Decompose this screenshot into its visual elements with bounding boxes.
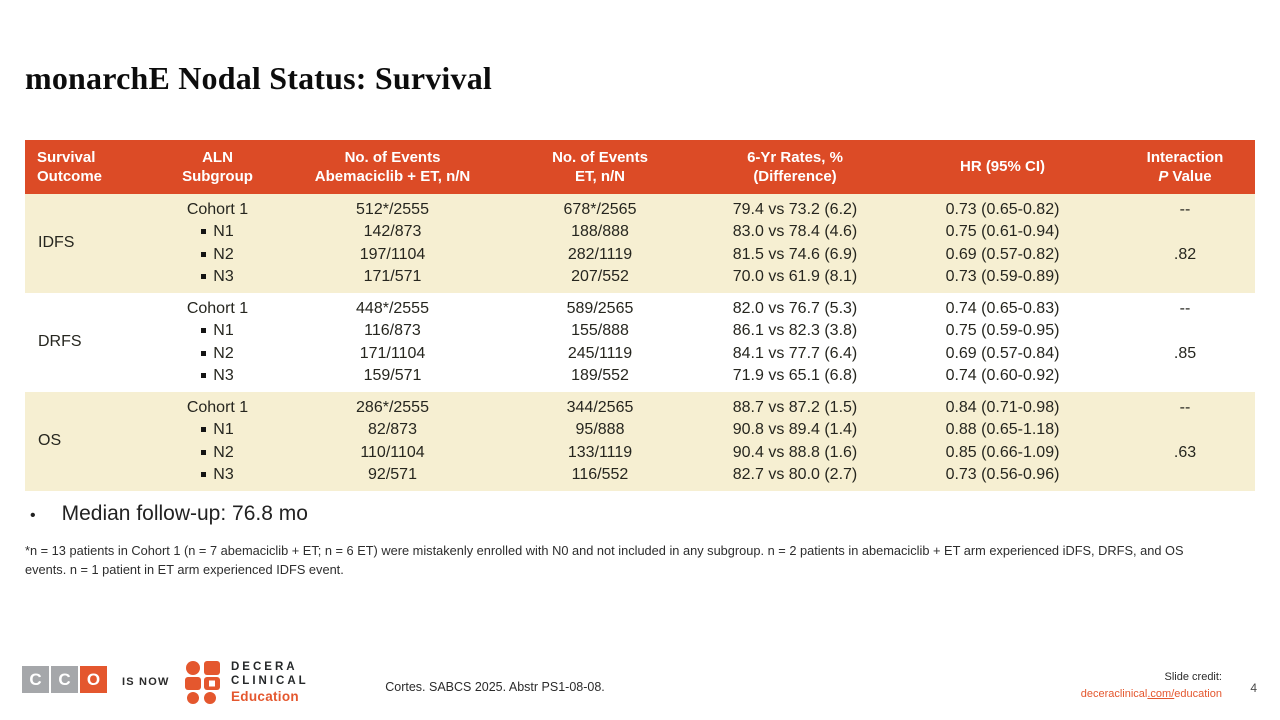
subgroup-item: N1 (150, 320, 285, 343)
table-row-os (25, 392, 1255, 491)
survival-table (25, 140, 1255, 491)
outcome-cell (25, 293, 150, 392)
hr-cell: 0.73 (0.65-0.82) 0.75 (0.61-0.94) 0.69 (0.57-0.82) 0.73 (0.59-0.89) (945, 200, 1060, 285)
header-6yr-rates: 6-Yr Rates, % (Difference) (747, 148, 843, 185)
outcome-label: IDFS (38, 234, 75, 252)
square-bullet-icon (201, 274, 206, 279)
subgroup-item: N3 (150, 464, 285, 487)
hr-cell: 0.74 (0.65-0.83) 0.75 (0.59-0.95) 0.69 (0.57-0.84) 0.74 (0.60-0.92) (945, 299, 1060, 384)
interaction-cell: -- .82 (1115, 194, 1255, 293)
cco-letter-c1: C (22, 666, 49, 693)
events-et-cell: 344/2565 95/888 133/1119 116/552 (566, 398, 634, 483)
median-followup-text: Median follow-up: 76.8 mo (61, 502, 308, 525)
square-bullet-icon (201, 252, 206, 257)
subgroup-cell (150, 392, 285, 491)
subgroup-item: N2 (150, 244, 285, 267)
rates-cell: 82.0 vs 76.7 (5.3) 86.1 vs 82.3 (3.8) 84.1 vs 77.7 (6.4) 71.9 vs 65.1 (6.8) (732, 299, 858, 384)
slide-credit-link[interactable]: deceraclinical.com/education (1080, 687, 1222, 700)
square-bullet-icon (201, 472, 206, 477)
interaction-p-value: .82 (1173, 245, 1197, 263)
subgroup-cell (150, 194, 285, 293)
header-aln-subgroup: ALN Subgroup (182, 148, 253, 185)
decera-name-line2: CLINICAL (231, 675, 309, 688)
slide-credit (1081, 669, 1222, 702)
median-followup-note (30, 502, 308, 526)
table-row-idfs (25, 194, 1255, 293)
decera-logo (185, 660, 309, 706)
footnote: *n = 13 patients in Cohort 1 (n = 7 abemaciclib + ET; n = 6 ET) were mistakenly enrolled with N0 and not included in any subgroup. n = 2 patients in abemaciclib + ET arm experienced iDFS, DRFS, and OS events. n = 1 patient in ET arm experienced IDFS event. (25, 543, 1184, 578)
table-header-row (25, 140, 1255, 194)
decera-education-label: Education (231, 688, 299, 704)
outcome-label: OS (38, 432, 62, 450)
decera-logo-icon (185, 661, 222, 704)
interaction-p-value: .63 (1173, 443, 1197, 461)
decera-name-line1: DECERA (231, 661, 298, 673)
outcome-cell (25, 194, 150, 293)
hr-cell: 0.84 (0.71-0.98) 0.88 (0.65-1.18) 0.85 (0.66-1.09) 0.73 (0.56-0.96) (945, 398, 1060, 483)
events-abemaciclib-cell: 448*/2555 116/873 171/1104 159/571 (356, 299, 429, 384)
cco-letter-o: O (80, 666, 107, 693)
square-bullet-icon (201, 373, 206, 378)
subgroup-item: N2 (150, 442, 285, 465)
subgroup-item: N2 (150, 343, 285, 366)
interaction-cell: -- .85 (1115, 293, 1255, 392)
rates-cell: 79.4 vs 73.2 (6.2) 83.0 vs 78.4 (4.6) 81.5 vs 74.6 (6.9) 70.0 vs 61.9 (8.1) (732, 200, 858, 285)
square-bullet-icon (201, 351, 206, 356)
square-bullet-icon (201, 427, 206, 432)
subgroup-label: Cohort 1 (186, 200, 249, 218)
subgroup-item: N1 (150, 419, 285, 442)
header-events-et: No. of Events ET, n/N (552, 148, 648, 185)
rates-cell: 88.7 vs 87.2 (1.5) 90.8 vs 89.4 (1.4) 90.4 vs 88.8 (1.6) 82.7 vs 80.0 (2.7) (732, 398, 858, 483)
cco-letter-c2: C (51, 666, 78, 693)
square-bullet-icon (201, 229, 206, 234)
events-abemaciclib-cell: 286*/2555 82/873 110/1104 92/571 (356, 398, 429, 483)
subgroup-item: N1 (150, 221, 285, 244)
subgroup-cell (150, 293, 285, 392)
subgroup-label: Cohort 1 (186, 299, 249, 317)
cco-logo (22, 666, 107, 693)
slide-credit-label: Slide credit: (1164, 671, 1222, 683)
outcome-label: DRFS (38, 333, 82, 351)
subgroup-label: Cohort 1 (186, 398, 249, 416)
page-title: monarchE Nodal Status: Survival (25, 60, 493, 96)
header-hr: HR (95% CI) (959, 158, 1045, 176)
subgroup-item: N3 (150, 266, 285, 289)
interaction-p-value: .85 (1173, 344, 1197, 362)
header-interaction-p: Interaction P Value (1146, 148, 1224, 185)
interaction-cell: -- .63 (1115, 392, 1255, 491)
events-et-cell: 678*/2565 188/888 282/1119 207/552 (563, 200, 637, 285)
square-bullet-icon (201, 328, 206, 333)
square-bullet-icon (201, 450, 206, 455)
header-events-abemaciclib: No. of Events Abemaciclib + ET, n/N (314, 148, 471, 185)
events-et-cell: 589/2565 155/888 245/1119 189/552 (566, 299, 634, 384)
header-survival-outcome: Survival Outcome (37, 148, 103, 185)
events-abemaciclib-cell: 512*/2555 142/873 197/1104 171/571 (356, 200, 429, 285)
table-row-drfs (25, 293, 1255, 392)
citation: Cortes. SABCS 2025. Abstr PS1-08-08. (385, 680, 605, 694)
outcome-cell (25, 392, 150, 491)
round-bullet-icon: • (30, 507, 36, 524)
subgroup-item: N3 (150, 365, 285, 388)
is-now-label: IS NOW (122, 676, 170, 688)
page-number: 4 (1250, 681, 1257, 695)
